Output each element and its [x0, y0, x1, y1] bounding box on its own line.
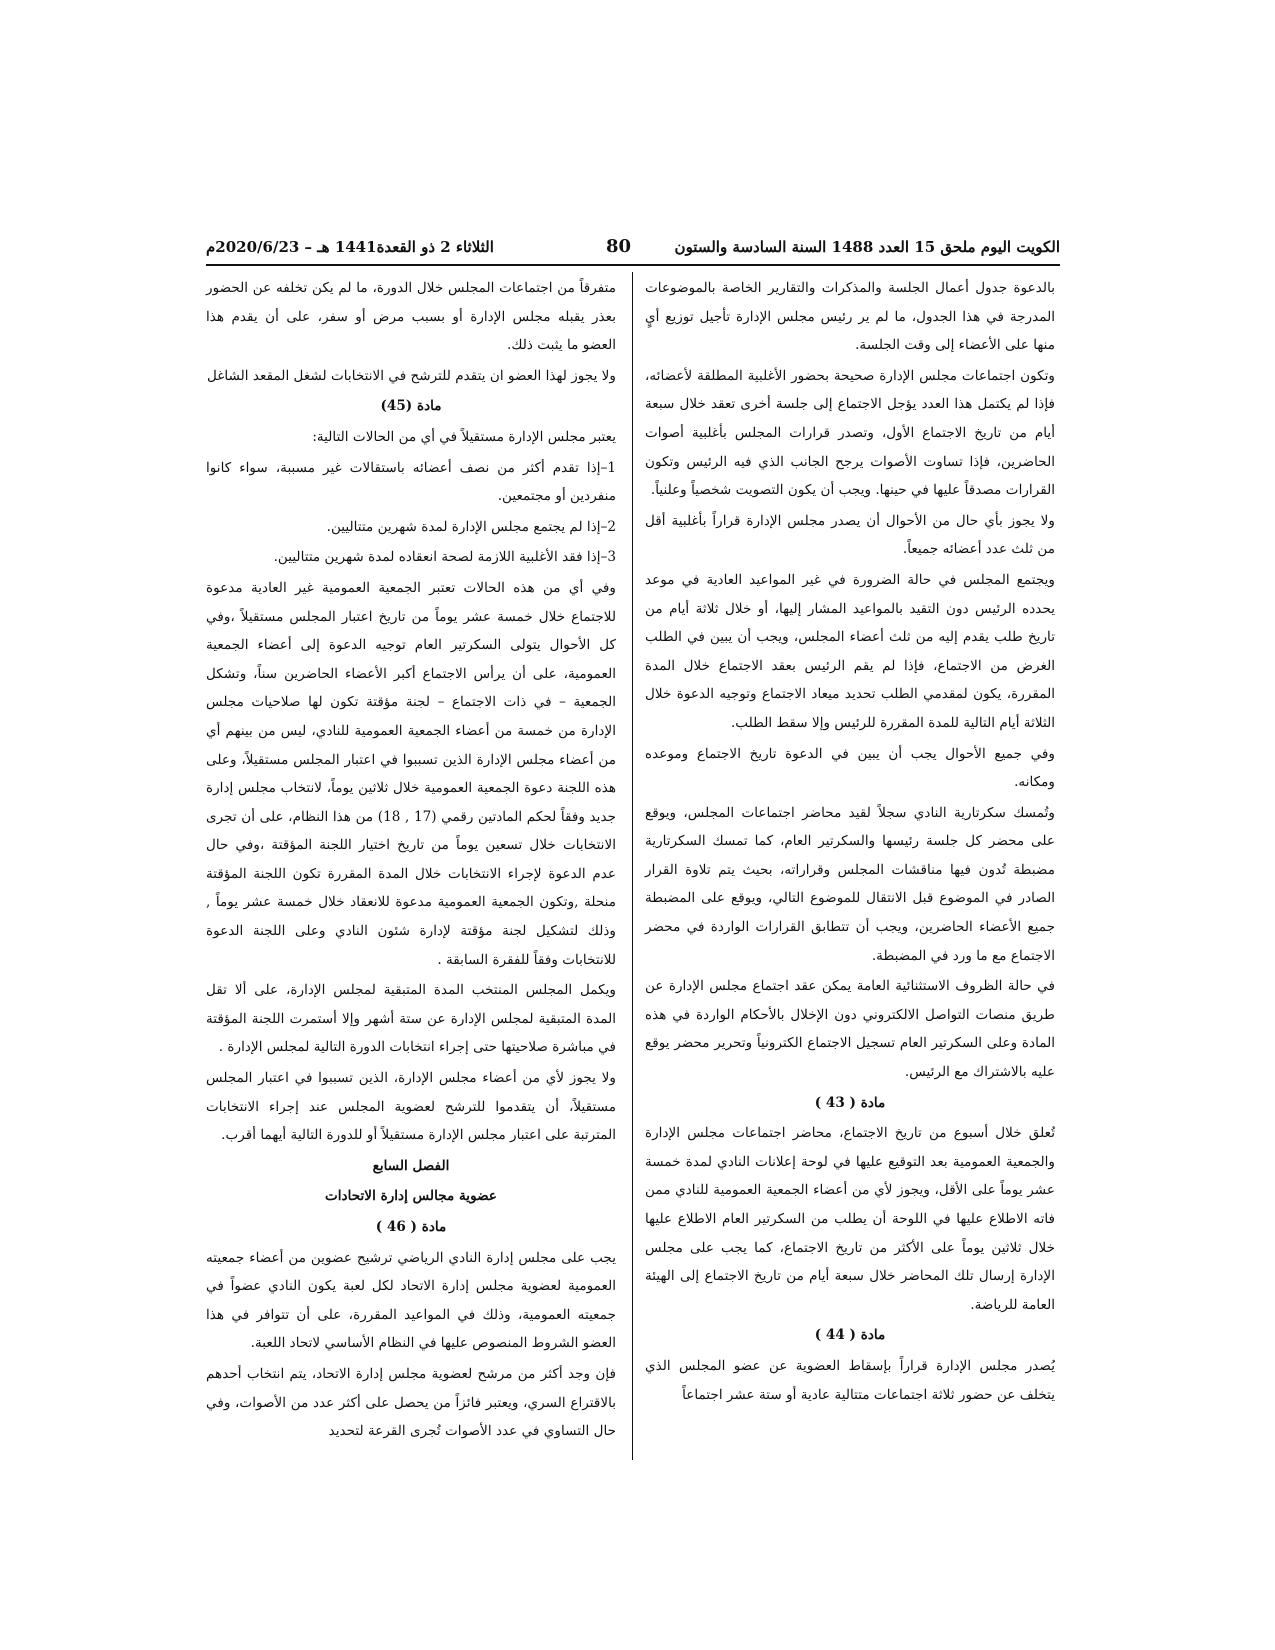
paragraph: وفي أي من هذه الحالات تعتبر الجمعية العمومية غير العادية مدعوة للاجتماع خلال خمسة عشر يوماً من تاريخ اعتبار المجلس مستقيلاً ،وفي كل الأحوال يتولى السكرتير العام توجيه الدعوة إلى أعضاء الجمعية العمومية، على أن يرأس الاجتماع أكبر الأعضاء الحاضرين سناً، وتشكل الجمعية – في ذات الاجتماع – لجنة مؤقتة تكون لها صلاحيات مجلس الإدارة من خمسة من أعضاء الجمعية العمومية للنادي، ليس من بينهم أي من أعضاء مجلس الإدارة الذين تسببوا في اعتبار المجلس مستقيلاً، وعلى هذه اللجنة دعوة الجمعية العمومية خلال ثلاثين يوماً، لانتخاب مجلس إدارة جديد وفقاً لحكم المادتين رقمي (17 , 18) من هذا النظام، على أن تجرى الانتخابات خلال تسعين يوماً من تاريخ اختيار اللجنة المؤقتة ،وفي حال عدم الدعوة لإجراء الانتخابات خلال المدة المقررة تكون اللجنة المؤقتة منحلة ,وتكون الجمعية العمومية مدعوة للانعقاد خلال خمسة عشر يوماً , وذلك لتشكيل لجنة مؤقتة لإدارة شئون النادي وعلى اللجنة الدعوة للانتخابات وفقاً للفقرة السابقة .	[206, 579, 616, 968]
paragraph: ولا يجوز لهذا العضو ان يتقدم للترشح في الانتخابات لشغل المقعد الشاغل	[206, 367, 616, 384]
left-column	[206, 274, 616, 1448]
list-item: 1–إذا تقدم أكثر من نصف أعضائه باستقالات غير مسببة، سواء كانوا منفردين أو مجتمعين.	[206, 459, 616, 505]
paragraph: ولا يجوز لأي من أعضاء مجلس الإدارة، الذين تسببوا في اعتبار المجلس مستقيلاً، أن يتقدموا للترشح لعضوية المجلس عند إجراء الانتخابات المترتبة على اعتبار مجلس الإدارة مستقيلاً أو للدورة التالية أيهما أقرب.	[206, 1070, 616, 1144]
article-heading-45: مادة (45)	[380, 398, 442, 415]
right-column	[645, 274, 1055, 1411]
paragraph: يجب على مجلس إدارة النادي الرياضي ترشيح عضوين من أعضاء جمعيته العمومية لعضوية مجلس إدارة الاتحاد لكل لعبة يكون النادي عضواً في جمعيته العمومية، وذلك في المواعيد المقررة، على أن تتوافر في هذا العضو الشروط المنصوص عليها في النظام الأساسي لاتحاد اللعبة.	[206, 1249, 616, 1352]
paragraph: ويجتمع المجلس في حالة الضرورة في غير المواعيد العادية في موعد يحدده الرئيس دون التقيد بالمواعيد المشار إليها، أو خلال ثلاثة أيام من تاريخ طلب يقدم إليه من ثلث أعضاء المجلس، ويجب أن يبين في الطلب الغرض من الاجتماع، فإذا لم يقم الرئيس بعقد الاجتماع خلال المدة المقررة، يكون لمقدمي الطلب تحديد ميعاد الاجتماع وتوجيه الدعوة خلال الثلاثة أيام التالية للمدة المقررة للرئيس وإلا سقط الطلب.	[645, 571, 1055, 731]
article-heading-43: مادة ( 43 )	[814, 1094, 886, 1111]
paragraph: ولا يجوز بأي حال من الأحوال أن يصدر مجلس الإدارة قراراً بأغلبية أقل من ثلث عدد أعضائه جميعاً.	[645, 512, 1055, 558]
paragraph: يُصدر مجلس الإدارة قراراً بإسقاط العضوية عن عضو المجلس الذي يتخلف عن حضور ثلاثة اجتماعات متتالية عادية أو ستة عشر اجتماعاً	[645, 1357, 1055, 1403]
issue-date: الثلاثاء 2 ذو القعدة1441 هـ – 2020/6/23م	[206, 238, 494, 256]
list-item: 3–إذا فقد الأغلبية اللازمة لصحة انعقاده لمدة شهرين متتاليين.	[273, 549, 616, 566]
paragraph: وتُمسك سكرتارية النادي سجلاً لقيد محاضر اجتماعات المجلس، ويوقع على محضر كل جلسة رئيسها والسكرتير العام، كما تمسك السكرتارية مضبطة تُدون فيها مناقشات المجلس وقراراته، بحيث يتم تلاوة القرار الصادر في الموضوع قبل الانتقال للموضوع التالي، ويوقع على المضبطة جميع الأعضاء الحاضرين، ويجب أن تتطابق القرارات الواردة في محضر الاجتماع مع ما ورد في المضبطة.	[645, 804, 1055, 964]
column-divider	[632, 272, 633, 1460]
paragraph: ويكمل المجلس المنتخب المدة المتبقية لمجلس الإدارة، على ألا تقل المدة المتبقية لمجلس الإدارة عن ستة أشهر وإلا أستمرت اللجنة المؤقتة في مباشرة صلاحيتها حتى إجراء انتخابات الدورة التالية لمجلس الإدارة .	[206, 982, 616, 1056]
article-heading-46: مادة ( 46 )	[375, 1219, 447, 1235]
article-heading-44: مادة ( 44 )	[814, 1327, 886, 1344]
paragraph: فإن وجد أكثر من مرشح لعضوية مجلس إدارة الاتحاد، يتم انتخاب أحدهم بالاقتراع السري، ويعتبر فائزاً من يحصل على أكثر عدد من الأصوات، وفي حال التساوي في عدد الأصوات تُجرى القرعة لتحديد	[206, 1365, 616, 1440]
header-rule	[206, 264, 1060, 266]
paragraph: وفي جميع الأحوال يجب أن يبين في الدعوة تاريخ الاجتماع وموعده ومكانه.	[645, 745, 1055, 791]
paragraph: تُعلق خلال أسبوع من تاريخ الاجتماع، محاضر اجتماعات مجلس الإدارة والجمعية العمومية بعد التوقيع عليها في لوحة إعلانات النادي لمدة خمسة عشر يوماً على الأقل، ويجوز لأي من أعضاء الجمعية العمومية للنادي ممن فاته الاطلاع عليها في اللوحة أن يطلب من السكرتير العام الاطلاع عليها خلال ثلاثين يوماً على الأكثر من تاريخ الاجتماع، كما يجب على مجلس الإدارة إرسال تلك المحاضر خلال سبعة أيام من تاريخ الاجتماع إلى الهيئة العامة للرياضة.	[645, 1125, 1055, 1313]
paragraph: بالدعوة جدول أعمال الجلسة والمذكرات والتقارير الخاصة بالموضوعات المدرجة في هذا الجدول، ما لم ير رئيس مجلس الإدارة تأجيل توزيع أيٍ منها على الأعضاء إلى وقت الجلسة.	[645, 280, 1055, 354]
page-number: 80	[606, 236, 632, 257]
list-item: 2–إذا لم يجتمع مجلس الإدارة لمدة شهرين متتاليين.	[326, 518, 616, 535]
page-header	[206, 238, 1060, 262]
chapter-heading: الفصل السابع	[372, 1157, 450, 1174]
paragraph: متفرقاً من اجتماعات المجلس خلال الدورة، ما لم يكن تخلفه عن الحضور بعذر يقبله مجلس الإدارة أو بسبب مرض أو سفر، على أن يقدم هذا العضو ما يثبت ذلك.	[206, 280, 616, 354]
chapter-title: عضوية مجالس إدارة الاتحادات	[324, 1188, 497, 1205]
paragraph: وتكون اجتماعات مجلس الإدارة صحيحة بحضور الأغلبية المطلقة لأعضائه، فإذا لم يكتمل هذا العدد يؤجل الاجتماع إلى جلسة أخرى تعقد خلال سبعة أيام من تاريخ الاجتماع الأول، وتصدر قرارات المجلس بأغلبية أصوات الحاضرين، فإذا تساوت الأصوات يرجح الجانب الذي فيه الرئيس وتكون القرارات مصدقاً عليها في حينها. ويجب أن يكون التصويت شخصياً وعلنياً.	[645, 367, 1055, 499]
paragraph: يعتبر مجلس الإدارة مستقيلاً في أي من الحالات التالية:	[312, 428, 616, 445]
paragraph: في حالة الظروف الاستثنائية العامة يمكن عقد اجتماع مجلس الإدارة عن طريق منصات التواصل الالكتروني دون الإخلال بالأحكام الواردة في هذه المادة وعلى السكرتير العام تسجيل الاجتماع الكترونياً وتحرير محضر يوقع عليه بالاشتراك مع الرئيس.	[645, 978, 1055, 1081]
gazette-issue-info: الكويت اليوم ملحق 15 العدد 1488 السنة السادسة والستون	[674, 238, 1060, 256]
